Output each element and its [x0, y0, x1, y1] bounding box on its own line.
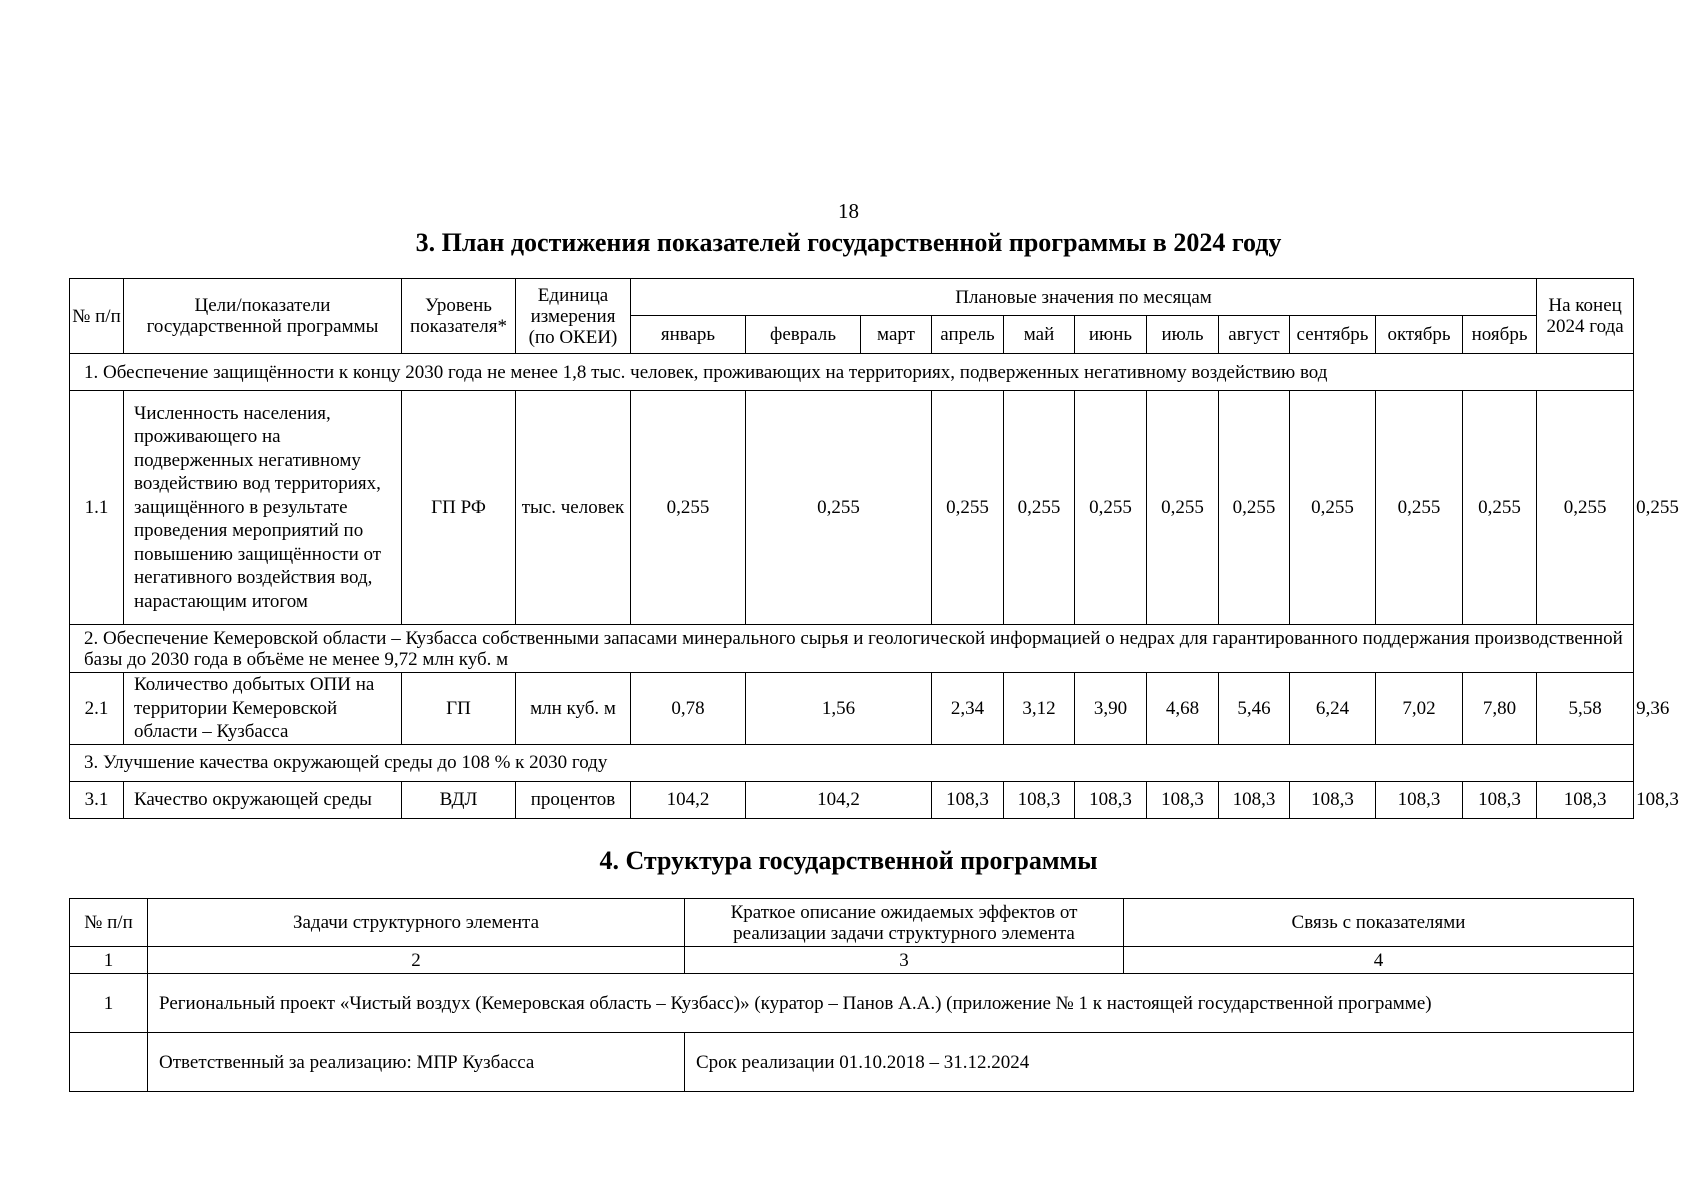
header-month: июль — [1147, 316, 1219, 354]
empty-cell — [70, 1033, 148, 1092]
indicator-unit: процентов — [516, 781, 631, 818]
header-month: октябрь — [1376, 316, 1463, 354]
page-number: 18 — [838, 199, 859, 223]
responsible: Ответственный за реализацию: МПР Кузбасса — [148, 1033, 685, 1092]
header-month: май — [1004, 316, 1075, 354]
month-value: 108,3 — [1147, 781, 1219, 818]
goal-row: 1. Обеспечение защищённости к концу 2030 года не менее 1,8 тыс. человек, проживающих на территориях, подверженных негативному воздействию вод — [70, 354, 1634, 391]
header-level: Уровень показателя* — [402, 279, 516, 354]
month-value: 0,255 — [1075, 391, 1147, 625]
header-month: сентябрь — [1290, 316, 1376, 354]
month-value: 108,3 — [1537, 781, 1634, 818]
section-4-title: 4. Структура государственной программы — [599, 846, 1098, 875]
month-value: 0,255 — [1004, 391, 1075, 625]
header-num: № п/п — [70, 279, 124, 354]
header-month: март — [861, 316, 932, 354]
header-tasks: Задачи структурного элемента — [148, 899, 685, 947]
month-value: 0,255 — [1290, 391, 1376, 625]
month-value: 0,78 — [631, 673, 746, 745]
header-month: август — [1219, 316, 1290, 354]
month-value: 104,2 — [631, 781, 746, 818]
column-number: 2 — [148, 947, 685, 974]
month-value: 0,255 — [1219, 391, 1290, 625]
month-value: 108,3 — [1376, 781, 1463, 818]
row-num: 3.1 — [70, 781, 124, 818]
header-month: январь — [631, 316, 746, 354]
project-title: Региональный проект «Чистый воздух (Кемеровская область – Кузбасс)» (куратор – Панов А.А.) (приложение № 1 к настоящей государственной программе) — [148, 974, 1634, 1033]
goal-row: 2. Обеспечение Кемеровской области – Кузбасса собственными запасами минерального сырья и геологической информацией о недрах для гарантированного поддержания производственной базы до 2030 года в объёме не менее 9,72 млн куб. м — [70, 625, 1634, 673]
column-number: 3 — [685, 947, 1124, 974]
program-structure-table — [69, 898, 1634, 1092]
month-value: 0,255 — [1463, 391, 1537, 625]
implementation-term: Срок реализации 01.10.2018 – 31.12.2024 — [685, 1033, 1634, 1092]
header-num: № п/п — [70, 899, 148, 947]
month-value: 0,255 — [746, 391, 932, 625]
header-month: февраль — [746, 316, 861, 354]
month-value: 108,3 — [932, 781, 1004, 818]
indicator-unit: тыс. человек — [516, 391, 631, 625]
indicator-name: Количество добытых ОПИ на территории Кемеровской области – Кузбасса — [124, 673, 402, 745]
month-value: 4,68 — [1147, 673, 1219, 745]
project-num: 1 — [70, 974, 148, 1033]
row-num: 1.1 — [70, 391, 124, 625]
header-effects: Краткое описание ожидаемых эффектов от реализации задачи структурного элемента — [685, 899, 1124, 947]
month-value: 0,255 — [1147, 391, 1219, 625]
month-value: 0,255 — [932, 391, 1004, 625]
month-value: 108,3 — [1219, 781, 1290, 818]
month-value: 0,255 — [631, 391, 746, 625]
month-value: 108,3 — [1463, 781, 1537, 818]
indicator-level: ГП — [402, 673, 516, 745]
header-end-of-year: На конец 2024 года — [1537, 279, 1634, 354]
indicator-level: ВДЛ — [402, 781, 516, 818]
month-value: 6,24 — [1290, 673, 1376, 745]
header-unit: Единица измерения (по ОКЕИ) — [516, 279, 631, 354]
month-value: 2,34 — [932, 673, 1004, 745]
section-3-title: 3. План достижения показателей государственной программы в 2024 году — [415, 228, 1282, 257]
indicator-level: ГП РФ — [402, 391, 516, 625]
goal-row: 3. Улучшение качества окружающей среды до 108 % к 2030 году — [70, 744, 1634, 781]
month-value: 108,3 — [1075, 781, 1147, 818]
indicator-name: Численность населения, проживающего на подверженных негативному воздействию вод территориях, защищённого в результате проведения мероприятий по повышению защищённости от негативного воздействия вод, нарастающим итогом — [124, 391, 402, 625]
indicators-plan-table: № п/п Цели/показатели государственной программы Уровень показателя* Единица измерения (по ОКЕИ) Плановые значения по месяцам На конец 2024 года январь февраль март апрель май июнь июль август сентябрь октябрь ноябрь 1. Обеспечение защищённости к концу 2030 года не менее 1,8 тыс. человек, проживающих на территориях, подверженных негативному воздействию вод 1.1 Численность населения, проживающего на подверженных негативному воздействию вод территориях, защищённого в результате проведения мероприятий по повышению защищённости от негативного воздействия вод, нарастающим итогом ГП РФ тыс. человек 0,255 0,255 0,255 0,255 0,255 0,255 0,255 0,255 0,255 0,255 0,255 0,255 2. Обеспечение Кемеровской области – Кузбасса собственными запасами минерального сырья и геологической информацией о недрах для гарантированного поддержания производственной базы до 2030 года в объёме не менее 9,72 млн куб. м 2.1 Количество добытых ОПИ на территории Кемеровской области – Кузбасса ГП млн куб. м 0,78 1,56 2,34 3,12 3,90 4,68 5,46 6,24 7,02 7,80 5,58 9,36 3. Улучшение качества окружающей среды до 108 % к 2030 году 3.1 Качество окружающей среды ВДЛ процентов 104,2 104,2 108,3 108,3 108,3 108,3 108,3 108,3 108,3 108,3 108,3 108,3 — [69, 278, 1634, 819]
month-value: 104,2 — [746, 781, 932, 818]
month-value: 1,56 — [746, 673, 932, 745]
month-value: 7,02 — [1376, 673, 1463, 745]
month-value: 0,255 — [1537, 391, 1634, 625]
column-number: 4 — [1124, 947, 1634, 974]
month-value: 108,3 — [1290, 781, 1376, 818]
month-value: 5,58 — [1537, 673, 1634, 745]
header-goal: Цели/показатели государственной программы — [124, 279, 402, 354]
indicator-name: Качество окружающей среды — [124, 781, 402, 818]
month-value: 0,255 — [1376, 391, 1463, 625]
header-month: июнь — [1075, 316, 1147, 354]
header-link: Связь с показателями — [1124, 899, 1634, 947]
header-month: апрель — [932, 316, 1004, 354]
header-month: ноябрь — [1463, 316, 1537, 354]
column-number: 1 — [70, 947, 148, 974]
month-value: 7,80 — [1463, 673, 1537, 745]
row-num: 2.1 — [70, 673, 124, 745]
month-value: 5,46 — [1219, 673, 1290, 745]
header-months-group: Плановые значения по месяцам — [631, 279, 1537, 316]
month-value: 3,12 — [1004, 673, 1075, 745]
month-value: 108,3 — [1004, 781, 1075, 818]
month-value: 3,90 — [1075, 673, 1147, 745]
indicator-unit: млн куб. м — [516, 673, 631, 745]
